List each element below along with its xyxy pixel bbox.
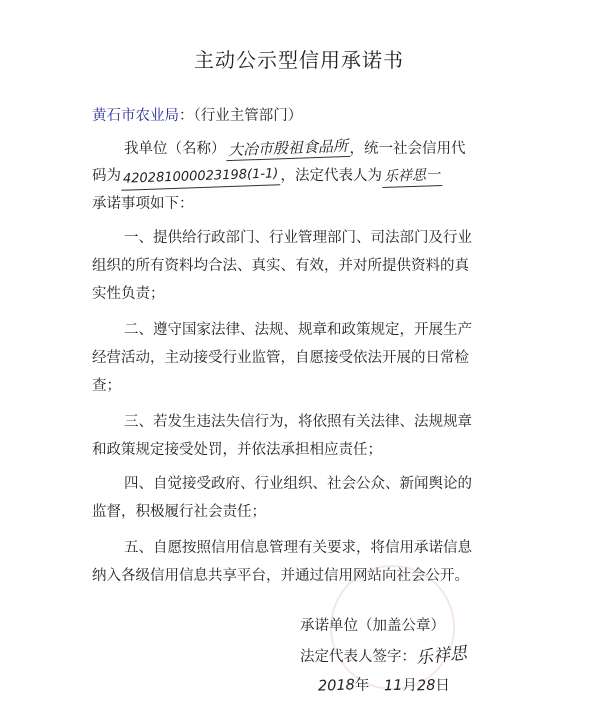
item-1-line-1: 一、提供给行政部门、行业管理部门、司法部门及行业 — [124, 230, 472, 246]
item-1-line-2: 组织的所有资料均合法、真实、有效，并对所提供资料的真 — [92, 258, 469, 274]
addressee-name: 黄石市农业局 — [92, 108, 179, 124]
item-1-line-3: 实性负责； — [92, 286, 165, 302]
date-day-char: 日 — [435, 678, 450, 694]
item-3-line-1: 三、若发生违法失信行为，将依照有关法律、法规规章 — [124, 414, 472, 430]
legal-rep-handwritten: 乐祥思一 — [382, 165, 443, 188]
footer-rep-line — [300, 643, 468, 669]
intro-text: 我单位（名称） — [124, 141, 226, 157]
intro-line-1 — [124, 138, 466, 159]
intro-text: 码为 — [92, 168, 121, 184]
item-2-line-2: 经营活动，主动接受行业监管，自愿接受依法开展的日常检 — [92, 350, 469, 366]
unit-name-handwritten: 大冶市殷祖食品所 — [225, 136, 350, 161]
document-title: 主动公示型信用承诺书 — [194, 48, 404, 72]
credit-code-handwritten: 420281000023198(1-1) — [121, 164, 281, 191]
item-4-line-1: 四、自觉接受政府、行业组织、社会公众、新闻舆论的 — [124, 476, 472, 492]
addressee-line — [92, 106, 302, 126]
date-year: 2018 — [317, 677, 356, 695]
item-5-line-1: 五、自愿按照信用信息管理有关要求，将信用承诺信息 — [124, 540, 472, 556]
item-2-line-1: 二、遵守国家法律、法规、规章和政策规定，开展生产 — [124, 322, 472, 338]
item-2-line-3: 查； — [92, 378, 121, 394]
date-month-char: 月 — [402, 678, 417, 694]
date-year-char: 年 — [354, 678, 370, 694]
intro-line-2 — [92, 166, 442, 188]
footer-date — [318, 676, 450, 696]
item-5-line-2: 纳入各级信用信息共享平台，并通过信用网站向社会公开。 — [92, 568, 469, 584]
intro-text: ，统一社会信用代 — [349, 141, 466, 157]
addressee-suffix: ：（行业主管部门） — [179, 108, 303, 124]
footer-rep-label: 法定代表人签字： — [300, 649, 416, 665]
signature-handwritten: 乐祥思 — [415, 643, 468, 669]
date-day: 28 — [416, 677, 436, 695]
intro-line-3: 承诺事项如下： — [92, 196, 194, 212]
item-3-line-2: 和政策规定接受处罚，并依法承担相应责任； — [92, 442, 382, 458]
footer-unit-label: 承诺单位（加盖公章） — [300, 618, 445, 634]
date-month: 11 — [383, 677, 403, 695]
intro-text: ，法定代表人为 — [280, 168, 382, 184]
item-4-line-2: 监督，积极履行社会责任； — [92, 504, 266, 520]
